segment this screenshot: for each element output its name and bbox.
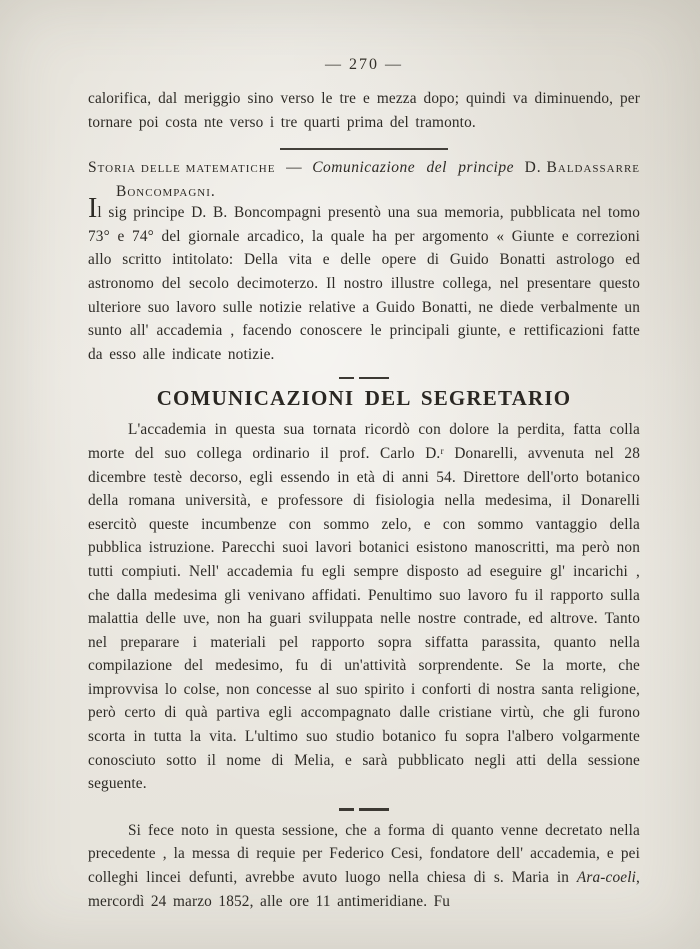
storia-communication-title: Comunicazione del principe	[312, 159, 514, 177]
page-number: — 270 —	[325, 56, 403, 73]
requiem-mass-paragraph	[88, 819, 640, 913]
storia-section-header	[88, 159, 640, 201]
storia-author-surname: Boncompagni.	[116, 183, 216, 201]
requiem-paragraph-text-before: Si fece noto in questa sessione, che a forma di quanto venne decretato nella precedente , la messa di requie per Federico Cesi, fondatore dell' accademia, e pei colleghi lincei defunti, avrebbe avuto luogo nella chiesa di s. Maria in	[88, 821, 640, 887]
continuation-paragraph: calorifica, dal meriggio sino verso le tre e mezza dopo; quindi va diminuendo, per tornare poi costa nte verso i tre quarti prima del tramonto.	[88, 90, 640, 131]
storia-section-label: Storia delle matematiche	[88, 159, 276, 177]
divider-dash-long	[359, 377, 389, 380]
boncompagni-paragraph	[88, 193, 640, 366]
boncompagni-paragraph-text: l sig principe D. B. Boncompagni presentò una sua memoria, pubblicata nel tomo 73° e 74° del giornale arcadico, la quale ha per argomento « Giunte e correzioni allo scritto intitolato: Della vita e delle opere di Guido Bonatti astrologo ed astronomo del secolo decimoterzo. Il nostro illustre collega, nel presentare questo ulteriore suo lavoro sulle notizie relative a Guido Bonatti, ne diede verbalmente un sunto all' accademia , facendo conoscere le principali giunte, e rettificazioni fatte da esso alle indicate notizie.	[88, 204, 640, 363]
dashed-divider-top	[88, 376, 640, 379]
aracoeli-church-name: Ara-coeli	[576, 869, 637, 887]
section-rule	[280, 148, 448, 150]
requiem-paragraph-text-after: , mercordì 24 marzo 1852, alle ore 11 antimeridiane. Fu	[88, 869, 640, 910]
text-block	[88, 87, 640, 913]
storia-author-name: D. Baldassarre	[524, 159, 640, 177]
segretario-section-heading: COMUNICAZIONI DEL SEGRETARIO	[156, 386, 572, 411]
donarelli-obituary-paragraph: L'accademia in questa sua tornata ricordò con dolore la perdita, fatta colla morte del suo collega ordinario il prof. Carlo D.ʳ Donarelli, avvenuta nel 28 dicembre testè decorso, egli essendo in età di anni 54. Direttore dell'orto botanico della romana università, e professore di fisiologia nella medesima, il Donarelli esercitò queste incumbenze con sommo zelo, e con sommo vantaggio della pubblica istruzione. Parecchi suoi lavori botanici esistono manoscritti, ma però non tutti compiuti. Nell' accademia fu egli sempre disposto ad eseguire gl' incarichi , che dalla medesima gli venivano affidati. Penultimo suo lavoro fu il rapporto sulla malattia delle uve, non ha guari sviluppata nelle nostre contrade, ed altrove. Tanto nel preparare i materiali pel rapporto sopra siffatta parassita, quanto nella compilazione del medesimo, fu di un'attività sorprendente. Se la morte, che improvvisa lo colse, non concesse al suo spirito i conforti di nostra santa religione, però certo di quà partiva egli accompagnato dalle cristiane virtù, che gli furono scorta in tutta la vita. L'ultimo suo studio botanico fu sopra l'albero volgarmente conosciuto sotto il nome di Melia, e sarà pubblicato negli atti della sessione seguente.	[88, 421, 640, 793]
storia-header-dash: —	[286, 159, 302, 177]
drop-cap-initial: I	[88, 193, 98, 225]
dashed-divider-bottom	[88, 808, 640, 811]
divider-dash-short	[339, 808, 354, 811]
divider-dash-short	[339, 377, 354, 380]
divider-dash-long	[359, 808, 389, 811]
storia-header-line1	[88, 159, 640, 177]
